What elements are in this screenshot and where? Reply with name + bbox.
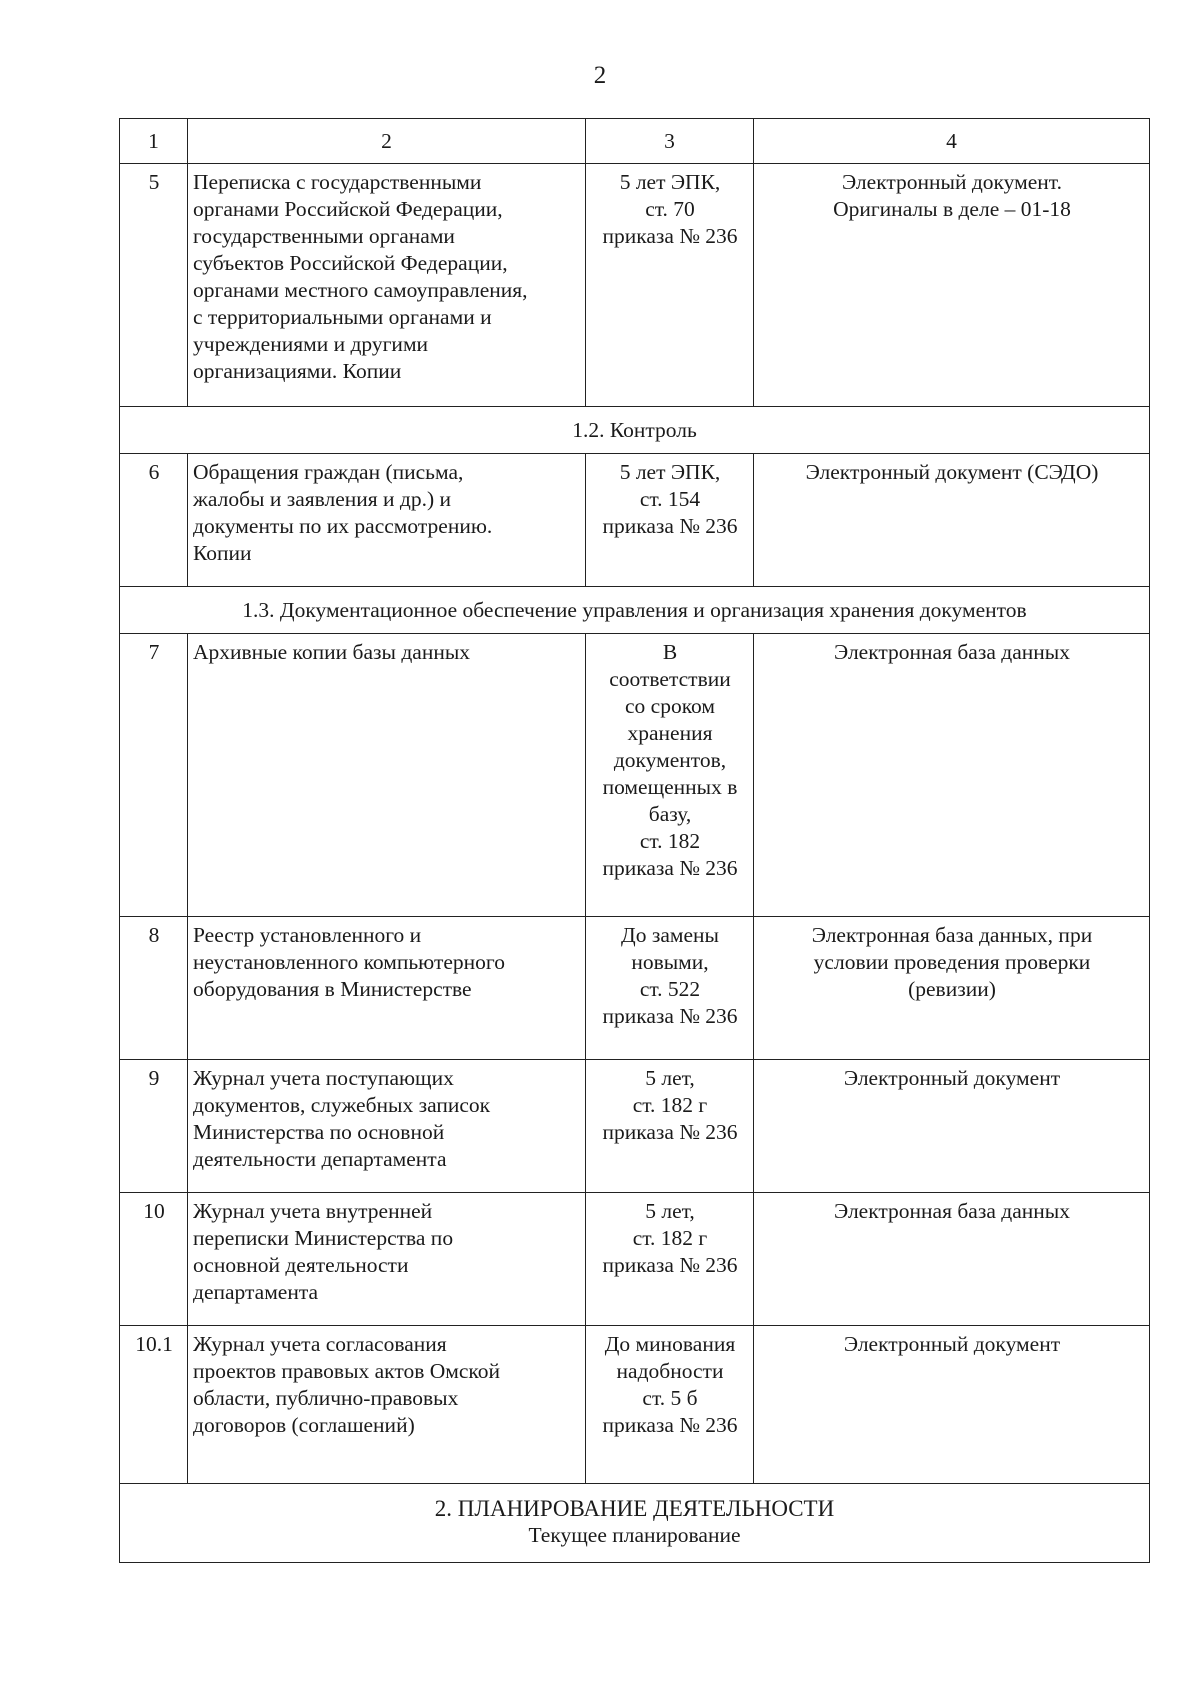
section-title: 2. ПЛАНИРОВАНИЕ ДЕЯТЕЛЬНОСТИ [434,1496,835,1521]
item-title: Журнал учета поступающих документов, служебных записок Министерства по основной деятельности департамента [188,1060,586,1193]
section-subtitle: Текущее планирование [528,1523,741,1547]
item-title: Переписка с государственными органами Российской Федерации, государственными органами субъектов Российской Федерации, органами местного самоуправления, с территориальными органами и учреждениями и другими организациями. Копии [188,164,586,407]
retention-term: 5 лет ЭПК, ст. 154 приказа № 236 [586,454,754,587]
item-note: Электронный документ. Оригиналы в деле – 01-18 [754,164,1150,407]
retention-term: 5 лет, ст. 182 г приказа № 236 [586,1193,754,1326]
item-note: Электронный документ [754,1060,1150,1193]
section-row [120,407,1150,454]
item-title: Архивные копии базы данных [188,634,586,917]
section-row [120,587,1150,634]
section-heading: 1.2. Контроль [120,407,1150,454]
item-note: Электронный документ [754,1326,1150,1484]
item-note: Электронная база данных, при условии проведения проверки (ревизии) [754,917,1150,1060]
item-number: 9 [120,1060,188,1193]
item-number: 10.1 [120,1326,188,1484]
table-row [120,1193,1150,1326]
item-number: 6 [120,454,188,587]
retention-term: В соответствии со сроком хранения документов, помещенных в базу, ст. 182 приказа № 236 [586,634,754,917]
table-row [120,917,1150,1060]
section-heading-planning [120,1484,1150,1563]
item-note: Электронная база данных [754,1193,1150,1326]
retention-term: До замены новыми, ст. 522 приказа № 236 [586,917,754,1060]
section-row [120,1484,1150,1563]
table-header-row [120,119,1150,164]
section-heading: 1.3. Документационное обеспечение управления и организация хранения документов [120,587,1150,634]
table-row [120,634,1150,917]
header-cell-1: 1 [120,119,188,164]
item-number: 7 [120,634,188,917]
page-number: 2 [593,62,607,89]
table-row [120,1326,1150,1484]
retention-term: 5 лет, ст. 182 г приказа № 236 [586,1060,754,1193]
item-title: Обращения граждан (письма, жалобы и заявления и др.) и документы по их рассмотрению. Копии [188,454,586,587]
nomenclature-table [119,118,1150,1563]
item-note: Электронная база данных [754,634,1150,917]
item-note: Электронный документ (СЭДО) [754,454,1150,587]
table-row [120,1060,1150,1193]
item-title: Журнал учета внутренней переписки Министерства по основной деятельности департамента [188,1193,586,1326]
retention-term: 5 лет ЭПК, ст. 70 приказа № 236 [586,164,754,407]
item-title: Реестр установленного и неустановленного компьютерного оборудования в Министерстве [188,917,586,1060]
item-number: 10 [120,1193,188,1326]
header-cell-3: 3 [586,119,754,164]
item-number: 5 [120,164,188,407]
retention-term: До минования надобности ст. 5 б приказа № 236 [586,1326,754,1484]
header-cell-4: 4 [754,119,1150,164]
header-cell-2: 2 [188,119,586,164]
item-title: Журнал учета согласования проектов правовых актов Омской области, публично-правовых договоров (соглашений) [188,1326,586,1484]
item-number: 8 [120,917,188,1060]
table-row [120,164,1150,407]
table-row [120,454,1150,587]
